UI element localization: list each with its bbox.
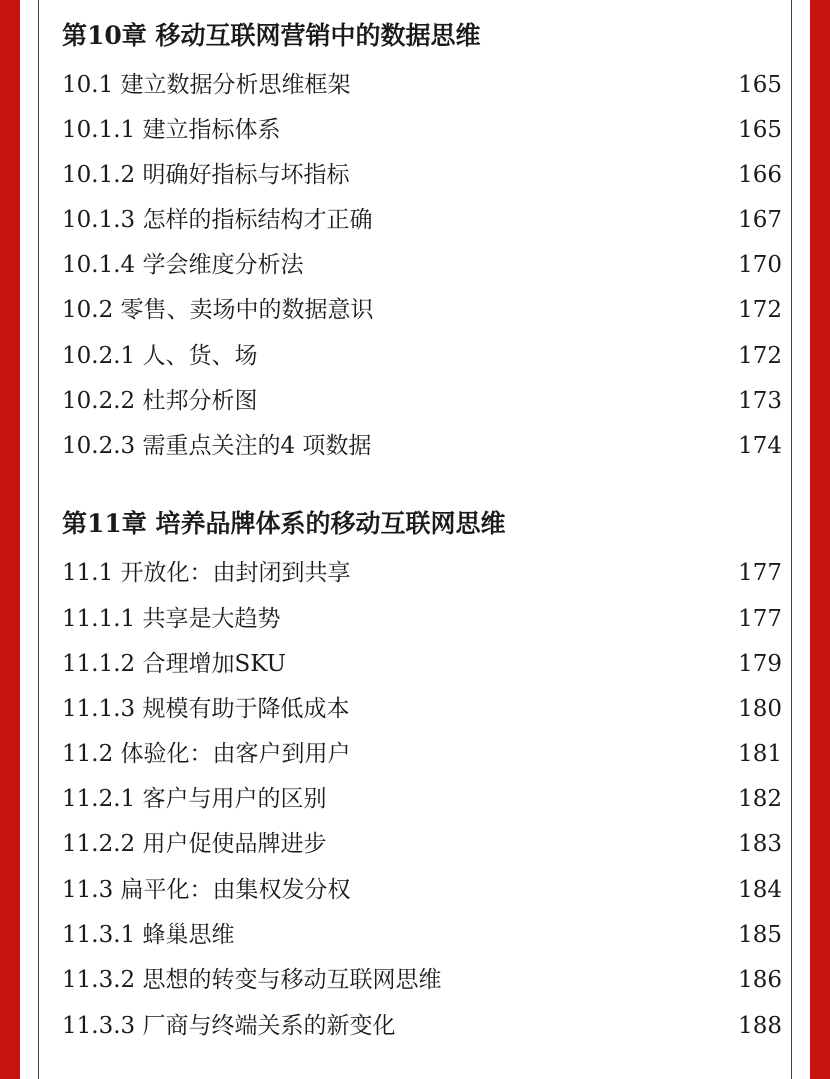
toc-entry[interactable] [62,918,782,952]
toc-entry-label: 11.2.2 用户促使品牌进步 [62,831,327,857]
toc-entry[interactable] [62,429,782,463]
toc-entry-page: 184 [738,877,782,903]
toc-entry-page: 173 [738,388,782,414]
toc-entry-page: 180 [738,696,782,722]
toc-entry-label: 11.3.2 思想的转变与移动互联网思维 [62,967,442,993]
toc-entry-page: 165 [738,72,782,98]
toc-entry-label: 10.1.1 建立指标体系 [62,117,281,143]
toc-entry-page: 165 [738,117,782,143]
toc-entry[interactable] [62,68,782,102]
toc-entry-label: 10.1.2 明确好指标与坏指标 [62,162,350,188]
toc-entry[interactable] [62,293,782,327]
toc-entry[interactable] [62,647,782,681]
toc-entry-label: 11.1.3 规模有助于降低成本 [62,696,350,722]
toc-entry[interactable] [62,1009,782,1043]
toc-entry-label: 11.1.1 共享是大趋势 [62,606,281,632]
toc-entry-page: 179 [738,651,782,677]
toc-entry-page: 170 [738,252,782,278]
toc-entry[interactable] [62,556,782,590]
toc-entry-label: 10.1.4 学会维度分析法 [62,252,304,278]
toc-entry-label: 11.2 体验化：由客户到用户 [62,741,351,767]
toc-entry-label: 10.1 建立数据分析思维框架 [62,72,351,98]
toc-entry-label: 11.2.1 客户与用户的区别 [62,786,327,812]
toc-entry-label: 11.1.2 合理增加SKU [62,651,286,677]
toc-entry[interactable] [62,384,782,418]
toc-entry-page: 188 [738,1013,782,1039]
toc-entry[interactable] [62,158,782,192]
toc-entry-label: 11.3 扁平化：由集权发分权 [62,877,351,903]
toc-entry-page: 172 [738,297,782,323]
toc-entry-page: 177 [738,606,782,632]
toc-entry[interactable] [62,782,782,816]
toc-entry[interactable] [62,963,782,997]
left-red-border [0,0,20,1079]
toc-entry[interactable] [62,827,782,861]
toc-entry-label: 11.1 开放化：由封闭到共享 [62,560,351,586]
toc-entry-page: 172 [738,343,782,369]
right-frame-line [791,0,792,1079]
chapter-10-title: 第10章 移动互联网营销中的数据思维 [62,21,481,50]
toc-entry-label: 11.3.3 厂商与终端关系的新变化 [62,1013,396,1039]
toc-entry-label: 10.2 零售、卖场中的数据意识 [62,297,374,323]
toc-entry[interactable] [62,873,782,907]
toc-entry[interactable] [62,692,782,726]
toc-entry[interactable] [62,602,782,636]
chapter-11-title: 第11章 培养品牌体系的移动互联网思维 [62,509,506,538]
toc-entry[interactable] [62,113,782,147]
toc-entry[interactable] [62,203,782,237]
toc-entry-page: 174 [738,433,782,459]
toc-entry[interactable] [62,339,782,373]
toc-entry[interactable] [62,248,782,282]
left-frame-line [38,0,39,1079]
toc-entry-page: 182 [738,786,782,812]
toc-entry-page: 167 [738,207,782,233]
toc-entry-page: 177 [738,560,782,586]
toc-entry-page: 185 [738,922,782,948]
toc-entry-page: 183 [738,831,782,857]
toc-entry[interactable] [62,737,782,771]
toc-entry-label: 10.2.1 人、货、场 [62,343,258,369]
toc-entry-page: 181 [738,741,782,767]
toc-entry-label: 10.2.3 需重点关注的4 项数据 [62,433,372,459]
toc-entry-page: 166 [738,162,782,188]
toc-entry-label: 10.1.3 怎样的指标结构才正确 [62,207,373,233]
toc-entry-label: 10.2.2 杜邦分析图 [62,388,258,414]
right-red-border [810,0,830,1079]
toc-entry-page: 186 [738,967,782,993]
toc-entry-label: 11.3.1 蜂巢思维 [62,922,235,948]
